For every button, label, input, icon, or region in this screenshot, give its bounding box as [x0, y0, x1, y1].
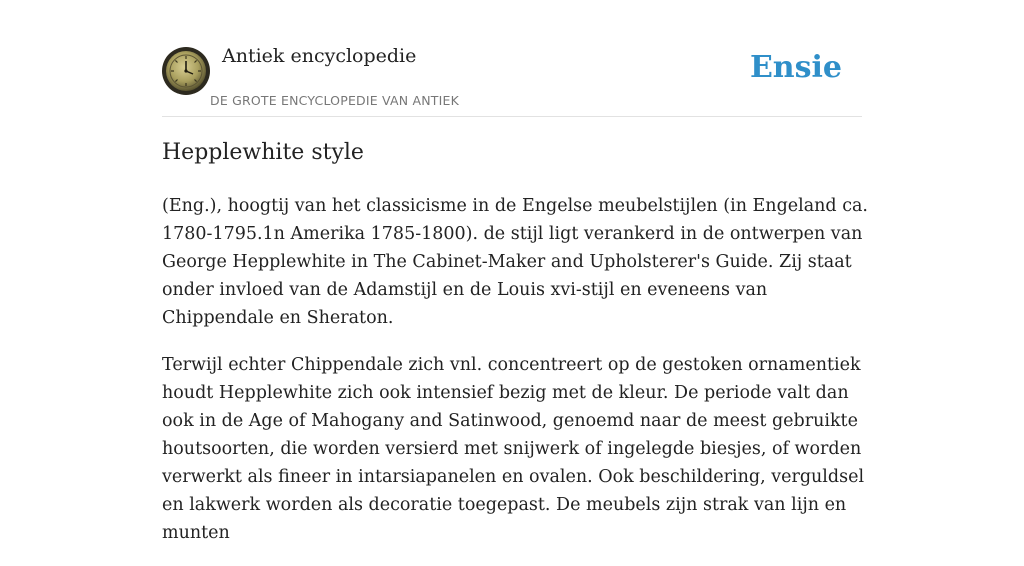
site-subtitle: DE GROTE ENCYCLOPEDIE VAN ANTIEK [210, 93, 459, 108]
content-container [162, 0, 868, 543]
avatar[interactable] [162, 47, 210, 95]
antique-clock-icon [162, 47, 210, 95]
brand-logo[interactable]: Ensie [749, 50, 842, 85]
article-body [162, 192, 868, 566]
site-title[interactable]: Antiek encyclopedie [222, 45, 417, 67]
site-header [162, 0, 862, 117]
article-paragraph: (Eng.), hoogtij van het classicisme in de Engelse meubelstijlen (in Engeland ca. 1780-1795.1n Amerika 1785-1800). de stijl ligt verankerd in de ontwerpen van George Hepplewhite in The Cabinet-Maker and Upholsterer's Guide. Zij staat onder invloed van de Adamstijl en de Louis xvi-stijl en eveneens van Chippendale en Sheraton. [162, 196, 868, 328]
article-paragraph: Terwijl echter Chippendale zich vnl. concentreert op de gestoken ornamentiek houdt Hepplewhite zich ook intensief bezig met de kleur. De periode valt dan ook in de Age of Mahogany and Satinwood, genoemd naar de meest gebruikte houtsoorten, die worden versierd met snijwerk of ingelegde biesjes, of worden verwerkt als fineer in intarsiapanelen en ovalen. Ook beschildering, verguldsel en lakwerk worden als decoratie toegepast. De meubels zijn strak van lijn en munten [162, 355, 865, 543]
article-title: Hepplewhite style [162, 140, 364, 165]
